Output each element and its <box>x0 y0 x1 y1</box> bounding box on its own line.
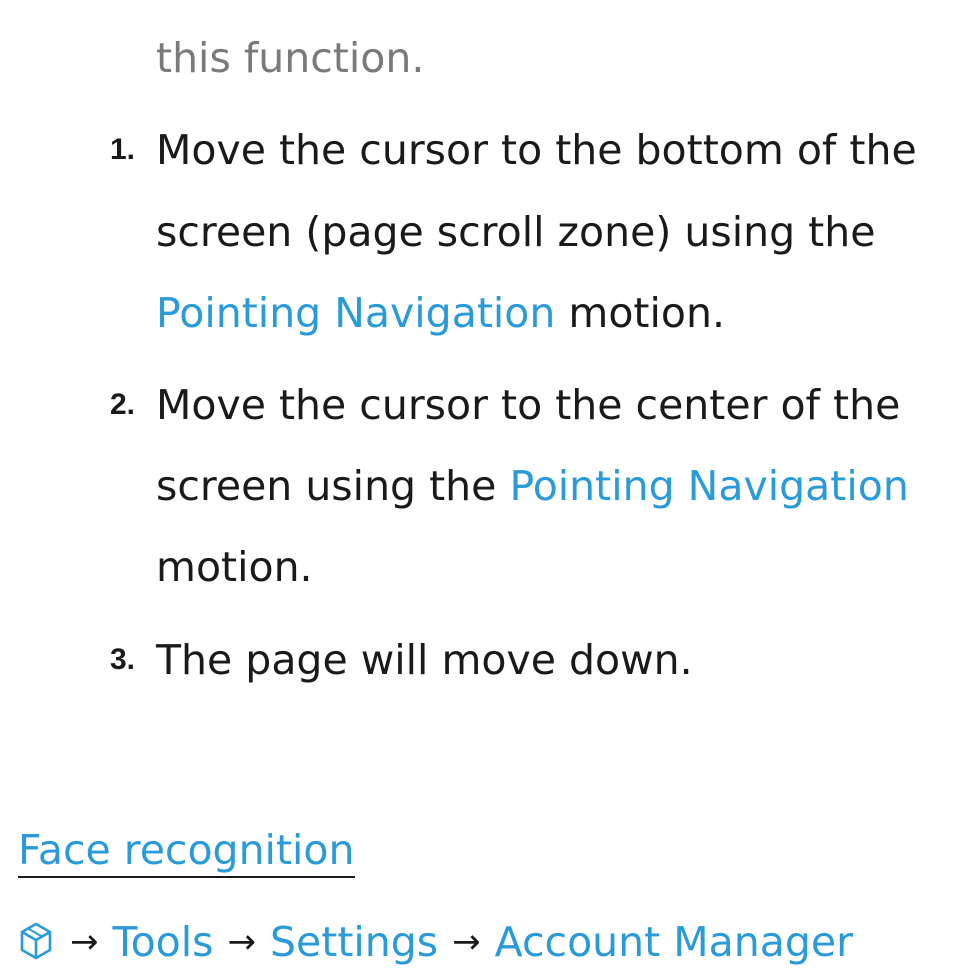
path-arrow-1: → <box>70 922 99 962</box>
step-number-1: 1. <box>110 133 136 166</box>
section-title-face-recognition[interactable]: Face recognition <box>18 826 355 878</box>
step-2-line-2-text: screen using the <box>156 462 510 510</box>
path-arrow-3: → <box>452 922 481 962</box>
path-arrow-2: → <box>227 922 256 962</box>
pointing-navigation-link[interactable]: Pointing Navigation <box>156 289 556 337</box>
path-item-settings[interactable]: Settings <box>270 918 439 966</box>
step-2-line-2 <box>156 462 909 510</box>
smart-hub-cube-icon <box>18 920 54 964</box>
menu-path-breadcrumb <box>18 918 853 966</box>
intro-text: this function. <box>156 34 425 82</box>
step-1-line-3 <box>156 289 725 337</box>
step-1-line-2: screen (page scroll zone) using the <box>156 208 876 256</box>
step-number-2: 2. <box>110 388 136 421</box>
path-item-account-manager[interactable]: Account Manager <box>494 918 853 966</box>
step-1-line-1: Move the cursor to the bottom of the <box>156 126 917 174</box>
path-item-tools[interactable]: Tools <box>112 918 214 966</box>
step-1-line-3-rest: motion. <box>555 289 726 337</box>
pointing-navigation-link-2[interactable]: Pointing Navigation <box>509 462 909 510</box>
step-2-line-3: motion. <box>156 543 313 591</box>
step-2-line-1: Move the cursor to the center of the <box>156 381 901 429</box>
step-number-3: 3. <box>110 643 136 676</box>
step-3-line-1: The page will move down. <box>156 636 693 684</box>
